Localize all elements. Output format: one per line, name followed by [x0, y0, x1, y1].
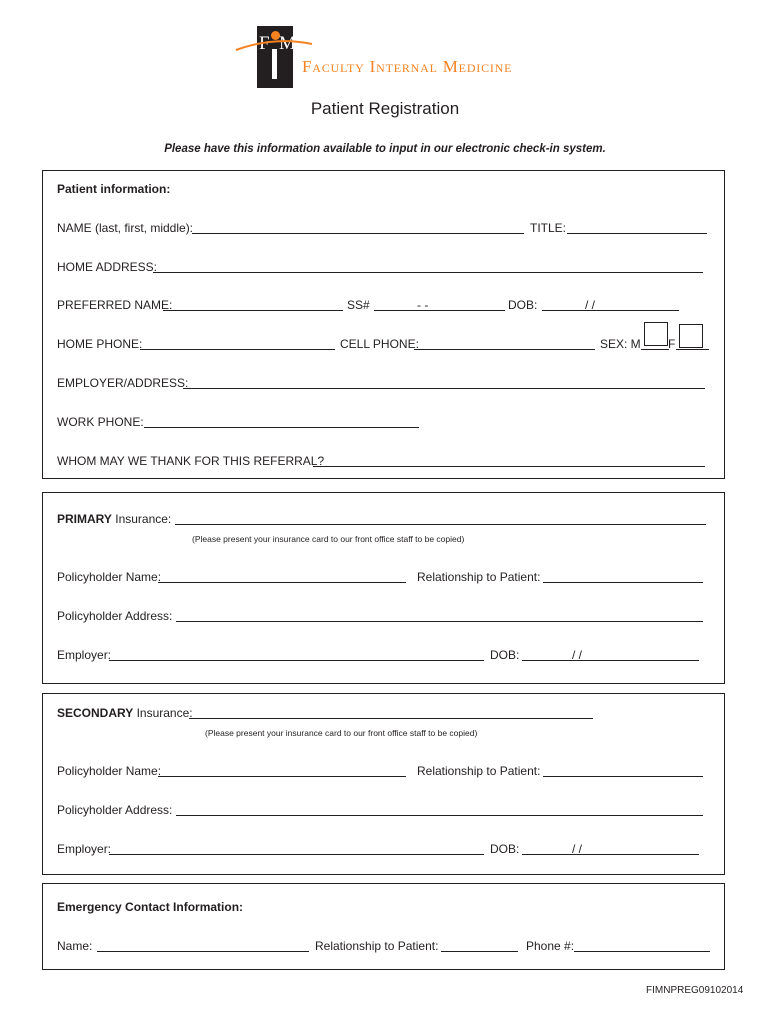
secondary-dob-label: DOB: — [490, 842, 520, 856]
secondary-policyholder-address-label: Policyholder Address: — [57, 803, 173, 817]
emergency-heading: Emergency Contact Information: — [57, 900, 244, 914]
primary-insurance-text: Insurance: — [115, 512, 172, 526]
secondary-note: (Please present your insurance card to our front office staff to be copied) — [205, 728, 478, 738]
secondary-bold: SECONDARY — [57, 706, 134, 720]
primary-employer-field[interactable] — [109, 646, 484, 661]
cell-phone-label: CELL PHONE: — [340, 337, 419, 351]
primary-policyholder-address-label: Policyholder Address: — [57, 609, 173, 623]
ss-field[interactable] — [374, 296, 505, 311]
emergency-relationship-label: Relationship to Patient: — [315, 939, 439, 953]
primary-dob-slashes: / / — [572, 648, 583, 662]
home-phone-label: HOME PHONE: — [57, 337, 143, 351]
secondary-employer-field[interactable] — [109, 840, 484, 855]
notice-text: Please have this information available to input in our electronic check-in system. — [164, 143, 606, 155]
ss-dashes: - - — [417, 298, 429, 312]
secondary-policyholder-address-field[interactable] — [176, 801, 703, 816]
emergency-name-label: Name: — [57, 939, 93, 953]
emergency-phone-field[interactable] — [574, 937, 710, 952]
primary-note: (Please present your insurance card to our front office staff to be copied) — [192, 534, 465, 544]
preferred-name-field[interactable] — [163, 296, 343, 311]
primary-insurance-field[interactable] — [175, 510, 706, 525]
employer-field[interactable] — [183, 374, 705, 389]
emergency-relationship-field[interactable] — [441, 937, 518, 952]
sex-f-checkbox[interactable] — [679, 324, 703, 348]
emergency-name-field[interactable] — [97, 937, 309, 952]
title-field[interactable] — [567, 219, 707, 234]
logo-swoosh — [234, 36, 314, 54]
primary-policyholder-name-field[interactable] — [158, 568, 406, 583]
home-address-label: HOME ADDRESS: — [57, 260, 158, 274]
page-title: Patient Registration — [310, 99, 460, 118]
home-address-field[interactable] — [153, 258, 703, 273]
patient-heading: Patient information: — [57, 182, 171, 196]
referral-field[interactable] — [313, 452, 705, 467]
form-code: FIMNPREG09102014 — [646, 985, 744, 996]
name-label: NAME (last, first, middle): — [57, 221, 194, 235]
primary-bold: PRIMARY — [57, 512, 112, 526]
primary-dob-field[interactable] — [522, 646, 699, 661]
primary-policyholder-name-label: Policyholder Name: — [57, 570, 162, 584]
title-label: TITLE: — [530, 221, 567, 235]
logo-letter-f: F — [259, 33, 270, 54]
home-phone-field[interactable] — [140, 335, 335, 350]
secondary-dob-field[interactable] — [522, 840, 699, 855]
secondary-insurance-label — [57, 706, 193, 720]
brand-name: Faculty Internal Medicine — [302, 57, 513, 76]
ss-label: SS# — [347, 298, 370, 312]
primary-policyholder-address-field[interactable] — [176, 607, 703, 622]
patient-section — [42, 170, 725, 479]
employer-label: EMPLOYER/ADDRESS: — [57, 376, 189, 390]
sex-m-checkbox[interactable] — [644, 322, 668, 346]
secondary-relationship-label: Relationship to Patient: — [417, 764, 541, 778]
work-phone-label: WORK PHONE: — [57, 415, 144, 429]
primary-employer-label: Employer: — [57, 648, 112, 662]
secondary-insurance-field[interactable] — [189, 704, 593, 719]
primary-relationship-label: Relationship to Patient: — [417, 570, 541, 584]
emergency-phone-label: Phone #: — [526, 939, 575, 953]
name-field[interactable] — [192, 219, 524, 234]
dob-label: DOB: — [508, 298, 538, 312]
emergency-contact-section — [42, 883, 725, 970]
sex-label: SEX: M — [600, 337, 641, 351]
primary-relationship-field[interactable] — [543, 568, 703, 583]
secondary-dob-slashes: / / — [572, 842, 583, 856]
work-phone-field[interactable] — [144, 413, 419, 428]
secondary-policyholder-name-label: Policyholder Name: — [57, 764, 162, 778]
dob-field[interactable] — [542, 296, 679, 311]
primary-dob-label: DOB: — [490, 648, 520, 662]
preferred-name-label: PREFERRED NAME: — [57, 298, 173, 312]
logo-letter-m: M — [279, 33, 296, 54]
secondary-relationship-field[interactable] — [543, 762, 703, 777]
cell-phone-field[interactable] — [414, 335, 595, 350]
referral-label: WHOM MAY WE THANK FOR THIS REFERRAL? — [57, 454, 325, 468]
primary-insurance-label — [57, 512, 171, 526]
secondary-employer-label: Employer: — [57, 842, 112, 856]
sex-f-label: F — [668, 337, 676, 351]
secondary-insurance-text: Insurance: — [136, 706, 193, 720]
secondary-policyholder-name-field[interactable] — [158, 762, 406, 777]
dob-slashes: / / — [585, 298, 596, 312]
